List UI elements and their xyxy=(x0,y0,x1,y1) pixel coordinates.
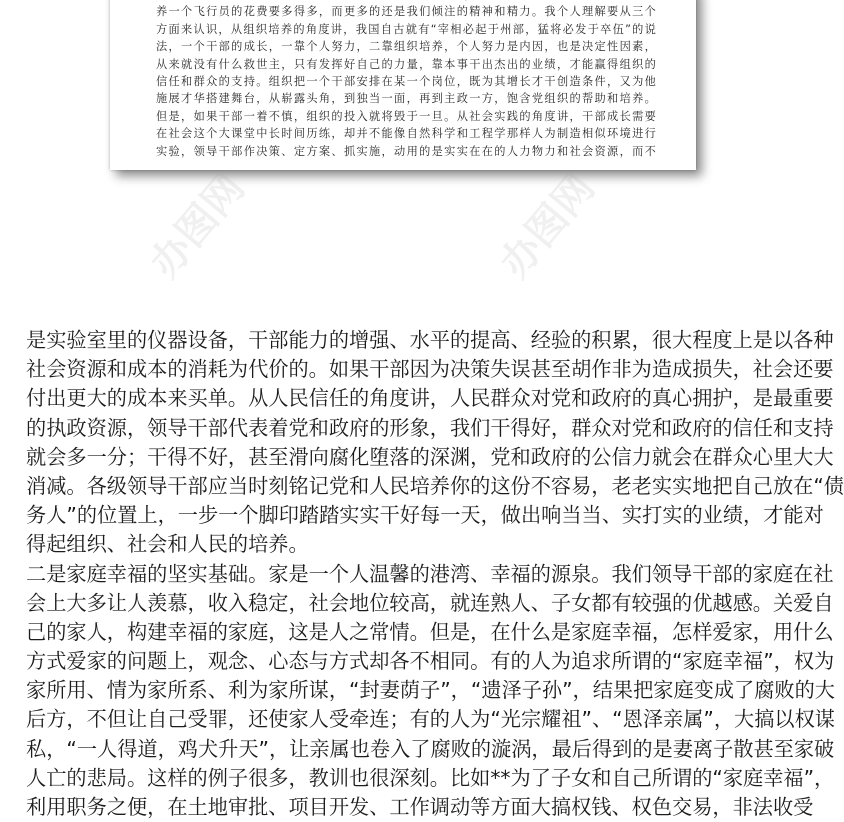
body-line: 消减。各级领导干部应当时刻铭记党和人民培养你的这份不容易，老老实实地把自己放在“债 xyxy=(26,473,844,498)
preview-line: 方面来认识，从组织培养的角度讲，我国自古就有“宰相必起于州部，猛将必发于卒伍”的说 xyxy=(156,22,656,36)
body-line: 后方，不但让自己受罪，还使家人受牵连；有的人为“光宗耀祖”、“恩泽亲属”，大搞以权谋 xyxy=(26,707,835,732)
body-line: 是实验室里的仪器设备，干部能力的增强、水平的提高、经验的积累，很大程度上是以各种 xyxy=(26,328,834,352)
body-line: 二是家庭幸福的坚实基础。家是一个人温馨的港湾、幸福的源泉。我们领导干部的家庭在社 xyxy=(26,561,834,586)
preview-line: 养一个飞行员的花费要多得多，而更多的还是我们倾注的精神和精力。我个人理解要从三个 xyxy=(156,5,656,19)
preview-line: 法，一个干部的成长，一靠个人努力，二靠组织培养，个人努力是内因，也是决定性因素， xyxy=(156,40,656,54)
body-line: 利用职务之便，在土地审批、项目开发、工作调动等方面大搞权钱、权色交易，非法收受 xyxy=(26,795,814,819)
body-line: 付出更大的成本来买单。从人民信任的角度讲，人民群众对党和政府的真心拥护，是最重要 xyxy=(26,386,834,411)
body-line: 就会多一分；干得不好，甚至滑向腐化堕落的深渊，党和政府的公信力就会在群众心里大大 xyxy=(26,444,834,469)
preview-text-block xyxy=(156,0,656,160)
body-line: 人亡的悲局。这样的例子很多，教训也很深刻。比如**为了子女和自己所谓的“家庭幸福”， xyxy=(26,765,835,790)
body-line: 务人”的位置上，一步一个脚印踏踏实实干好每一天，做出响当当、实打实的业绩，才能对 xyxy=(26,503,824,528)
preview-line: 在社会这个大课堂中长时间历练，却并不能像自然科学和工程学那样人为制造相似环境进行 xyxy=(156,127,656,141)
document-body-text xyxy=(26,326,844,822)
preview-line: 实验，领导干部作决策、定方案、抓实施，动用的是实实在在的人力物力和社会资源，而不 xyxy=(156,144,656,158)
body-line: 私，“一人得道，鸡犬升天”，让亲属也卷入了腐败的漩涡，最后得到的是妻离子散甚至家破 xyxy=(26,736,835,761)
watermark: 办图网 xyxy=(491,165,604,287)
body-line: 方式爱家的问题上，观念、心态与方式却各不相同。有的人为追求所谓的“家庭幸福”，权为 xyxy=(26,649,835,674)
watermark: 办图网 xyxy=(141,165,254,287)
body-line: 得起组织、社会和人民的培养。 xyxy=(26,532,309,557)
document-preview-area xyxy=(0,0,800,300)
preview-line: 从来就没有什么救世主，只有发挥好自己的力量，靠本事干出杰出的业绩，才能赢得组织的 xyxy=(156,57,656,71)
body-line: 己的家人，构建幸福的家庭，这是人之常情。但是，在什么是家庭幸福，怎样爱家，用什么 xyxy=(26,619,834,644)
preview-line: 信任和群众的支持。组织把一个干部安排在某一个岗位，既为其增长才干创造条件，又为他 xyxy=(156,74,656,88)
preview-line: 但是，如果干部一着不慎，组织的投入就将毁于一旦。从社会实践的角度讲，干部成长需要 xyxy=(156,109,656,123)
document-preview-page xyxy=(110,0,696,170)
body-line: 会上大多让人羡慕，收入稳定，社会地位较高，就连熟人、子女都有较强的优越感。关爱自 xyxy=(26,590,834,615)
preview-line: 施展才华搭建舞台，从崭露头角，到独当一面，再到主政一方，饱含党组织的帮助和培养。 xyxy=(156,92,656,106)
body-line: 的执政资源，领导干部代表着党和政府的形象，我们干得好，群众对党和政府的信任和支持 xyxy=(26,415,834,440)
body-line: 家所用、情为家所系、利为家所谋，“封妻荫子”，“遗泽子孙”，结果把家庭变成了腐败的大 xyxy=(26,678,835,703)
body-line: 社会资源和成本的消耗为代价的。如果干部因为决策失误甚至胡作非为造成损失，社会还要 xyxy=(26,357,834,382)
